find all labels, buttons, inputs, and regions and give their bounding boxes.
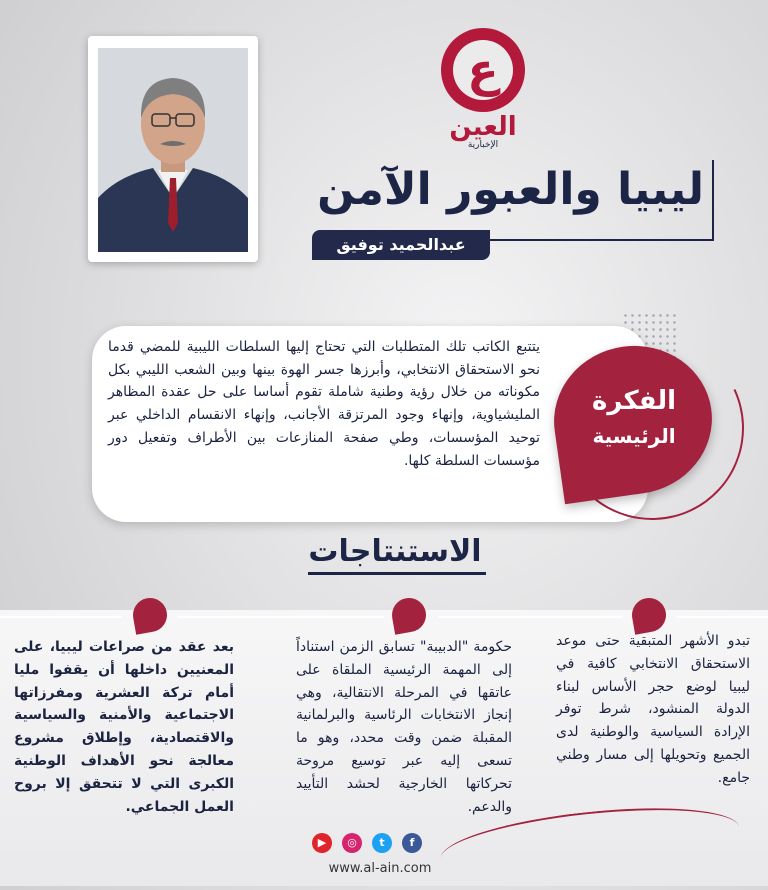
conclusions-underline [308, 572, 486, 575]
title-divider-vertical [712, 160, 714, 240]
author-badge: عبدالحميد توفيق [312, 230, 490, 260]
panel-divider [178, 616, 384, 618]
brand-logo-glyph: ع [467, 43, 499, 97]
twitter-icon[interactable]: t [372, 833, 392, 853]
conclusion-item-2: حكومة "الدبيبة" تسابق الزمن استناداً إلى المهمة الرئيسية الملقاة على عاتقها في المرحلة الانتقالية، وهي إنجاز الانتخابات الرئاسية والبرلمانية المقبلة ضمن وقت محدد، وهو ما تسعى إليه عبر توسيع مروحة تحركاتها الخارجية لحشد التأييد والدعم. [296, 639, 512, 815]
title-divider-horizontal [480, 239, 714, 241]
conclusions-heading: الاستنتاجات [308, 534, 482, 569]
conclusion-item-3: بعد عقد من صراعات ليبيا، على المعنيين داخلها أن يقفوا مليا أمام تركة العشرية ومفرزاتها الاجتماعية والأمنية والسياسية والاقتصادية، وإطلاق مشروع معالجة نحو الأهداف الوطنية الكبرى التي لا تتحقق إلا بروح العمل الجماعي. [14, 639, 234, 815]
brand-name: العين [449, 112, 517, 142]
author-photo [98, 48, 248, 252]
article-title: ليبيا والعبور الآمن [317, 164, 704, 215]
main-idea-label-line1: الفكرة [591, 386, 677, 416]
instagram-icon[interactable]: ◎ [342, 833, 362, 853]
website-link[interactable]: www.al-ain.com [328, 861, 432, 876]
main-idea-text: يتتبع الكاتب تلك المتطلبات التي تحتاج إليها السلطات الليبية للمضي قدما نحو الاستحقاق الانتخابي، وأبرزها جسر الهوة بينها وبين الشعب الليبي بكل مكوناته من خلال رؤية وطنية شاملة تقوم أساسا على حل عقدة المظاهر المليشياوية، وإنهاء وجود المرتزقة الأجانب، وإنهاء الانقسام الداخلي عبر توحيد المؤسسات، وطي صفحة المنازعات بين الأطراف وتفعيل دور مؤسسات السلطة كلها. [108, 339, 540, 469]
panel-divider [0, 616, 122, 618]
main-idea-label-line2: الرئيسية [592, 424, 676, 448]
youtube-icon[interactable]: ▶ [312, 833, 332, 853]
facebook-icon[interactable]: f [402, 833, 422, 853]
panel-divider [438, 616, 622, 618]
panel-divider [676, 616, 768, 618]
brand-subtitle: الإخبارية [467, 140, 499, 150]
conclusion-item-1: تبدو الأشهر المتبقية حتى موعد الاستحقاق الانتخابي كافية في ليبيا لوضع حجر الأساس لبناء الدولة المنشود، شرط توفر الإرادة السياسية والوطنية لدى الجميع وتحويلها إلى مسار وطني جامع. [556, 633, 750, 786]
